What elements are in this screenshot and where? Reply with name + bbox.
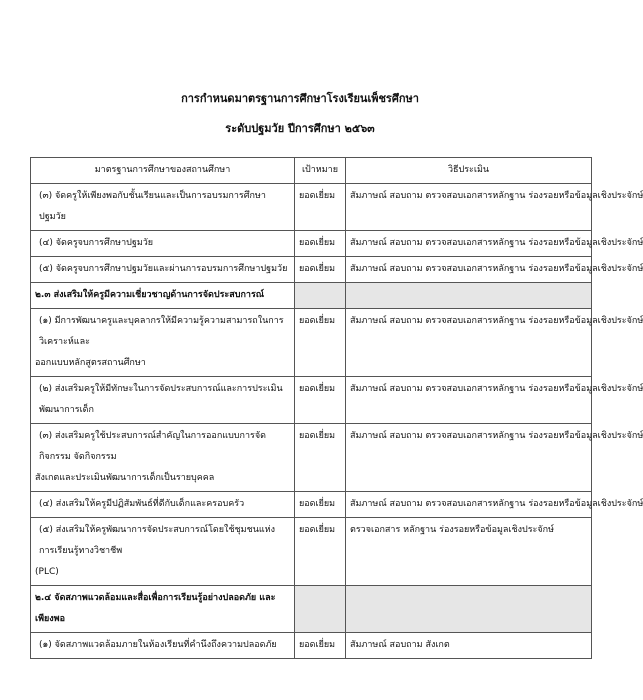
standard-cell <box>31 518 295 586</box>
table-row <box>31 257 592 283</box>
standards-table <box>30 157 643 659</box>
method-cell: สัมภาษณ์ สอบถาม ตรวจสอบเอกสารหลักฐาน ร่องรอยหรือข้อมูลเชิงประจักษ์ <box>346 257 592 283</box>
standard-line: (๑) มีการพัฒนาครูและบุคลากรให้มีความรู้ความสามารถในการวิเคราะห์และ <box>39 316 284 347</box>
section-row-2-4 <box>31 586 592 633</box>
table-row <box>31 231 592 257</box>
standard-cell <box>31 309 295 377</box>
standard-line: (๕) ส่งเสริมให้ครูพัฒนาการจัดประสบการณ์โดยใช้ชุมชนแห่งการเรียนรู้ทางวิชาชีพ <box>39 525 275 556</box>
document-subtitle: ระดับปฐมวัย ปีการศึกษา ๒๕๖๓ <box>225 122 375 135</box>
standard-line: สังเกตและประเมินพัฒนาการเด็กเป็นรายบุคคล <box>35 473 215 483</box>
method-cell: สัมภาษณ์ สอบถาม ตรวจสอบเอกสารหลักฐาน ร่องรอยหรือข้อมูลเชิงประจักษ์ <box>346 377 592 424</box>
method-cell: สัมภาษณ์ สอบถาม ตรวจสอบเอกสารหลักฐาน ร่องรอยหรือข้อมูลเชิงประจักษ์ <box>346 231 592 257</box>
method-cell: สัมภาษณ์ สอบถาม ตรวจสอบเอกสารหลักฐาน ร่องรอยหรือข้อมูลเชิงประจักษ์ <box>346 184 592 231</box>
target-cell: ยอดเยี่ยม <box>295 257 346 283</box>
table-row <box>31 377 592 424</box>
standard-cell: (๔) ส่งเสริมให้ครูมีปฏิสัมพันธ์ที่ดีกับเด็กและครอบครัว <box>31 492 295 518</box>
header-standard: มาตรฐานการศึกษาของสถานศึกษา <box>31 158 295 184</box>
standard-cell <box>31 424 295 492</box>
section-row-2-3 <box>31 283 592 309</box>
document-title: การกำหนดมาตรฐานการศึกษาโรงเรียนเพ็ชรศึกษา <box>181 92 419 105</box>
section-heading: ๒.๔ จัดสภาพแวดล้อมและสื่อเพื่อการเรียนรู้อย่างปลอดภัย และเพียงพอ <box>31 586 295 633</box>
standard-cell: (๑) จัดสภาพแวดล้อมภายในห้องเรียนที่คำนึงถึงความปลอดภัย <box>31 633 295 659</box>
table-header-row <box>31 158 592 184</box>
section-method-empty <box>346 283 592 309</box>
standard-cell: (๕) จัดครูจบการศึกษาปฐมวัยและผ่านการอบรมการศึกษาปฐมวัย <box>31 257 295 283</box>
method-cell: สัมภาษณ์ สอบถาม ตรวจสอบเอกสารหลักฐาน ร่องรอยหรือข้อมูลเชิงประจักษ์ <box>346 492 592 518</box>
table-row <box>31 633 592 659</box>
header-target: เป้าหมาย <box>295 158 346 184</box>
target-cell: ยอดเยี่ยม <box>295 633 346 659</box>
section-target-empty <box>295 586 346 633</box>
target-cell: ยอดเยี่ยม <box>295 184 346 231</box>
standard-cell: (๔) จัดครูจบการศึกษาปฐมวัย <box>31 231 295 257</box>
standard-line: (๓) ส่งเสริมครูใช้ประสบการณ์สำคัญในการออกแบบการจัดกิจกรรม จัดกิจกรรม <box>39 431 266 462</box>
method-cell: ตรวจเอกสาร หลักฐาน ร่องรอยหรือข้อมูลเชิงประจักษ์ <box>346 518 592 586</box>
section-target-empty <box>295 283 346 309</box>
table-row <box>31 424 592 492</box>
table-row <box>31 309 592 377</box>
target-cell: ยอดเยี่ยม <box>295 377 346 424</box>
table-row <box>31 518 592 586</box>
section-heading: ๒.๓ ส่งเสริมให้ครูมีความเชี่ยวชาญด้านการจัดประสบการณ์ <box>31 283 295 309</box>
target-cell: ยอดเยี่ยม <box>295 231 346 257</box>
standard-line: (PLC) <box>35 567 59 577</box>
target-cell: ยอดเยี่ยม <box>295 309 346 377</box>
standard-line: ออกแบบหลักสูตรสถานศึกษา <box>35 358 146 368</box>
standard-cell: (๓) จัดครูให้เพียงพอกับชั้นเรียนและเป็นการอบรมการศึกษาปฐมวัย <box>31 184 295 231</box>
standard-cell: (๒) ส่งเสริมครูให้มีทักษะในการจัดประสบการณ์และการประเมินพัฒนาการเด็ก <box>31 377 295 424</box>
method-cell: สัมภาษณ์ สอบถาม สังเกต <box>346 633 592 659</box>
method-cell: สัมภาษณ์ สอบถาม ตรวจสอบเอกสารหลักฐาน ร่องรอยหรือข้อมูลเชิงประจักษ์ <box>346 309 592 377</box>
target-cell: ยอดเยี่ยม <box>295 492 346 518</box>
header-method: วิธีประเมิน <box>346 158 592 184</box>
table-row <box>31 492 592 518</box>
section-method-empty <box>346 586 592 633</box>
method-cell: สัมภาษณ์ สอบถาม ตรวจสอบเอกสารหลักฐาน ร่องรอยหรือข้อมูลเชิงประจักษ์ <box>346 424 592 492</box>
target-cell: ยอดเยี่ยม <box>295 518 346 586</box>
table-row <box>31 184 592 231</box>
target-cell: ยอดเยี่ยม <box>295 424 346 492</box>
